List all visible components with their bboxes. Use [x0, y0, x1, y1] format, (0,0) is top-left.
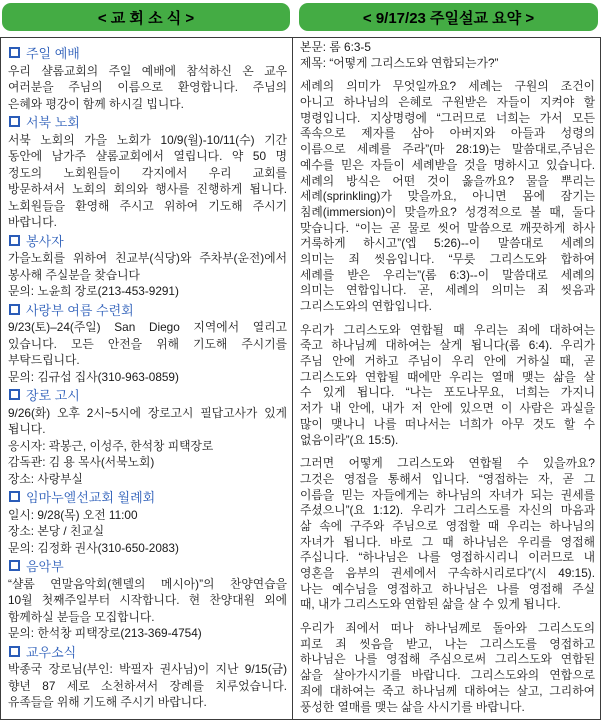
news-text-line: 응시자: 곽봉근, 이성주, 한석창 피택장로	[8, 438, 214, 453]
news-text-line: 9/23(토)–24(주일) San Diego 지역에서 열리고	[8, 320, 287, 334]
sermon-text-line: 그리스도와 연합될 때에만 우리는 열매 맺는 삶을 살	[300, 369, 595, 384]
news-heading-title: 서북 노회	[26, 115, 80, 131]
church-news-banner-title: < 교 회 소 식 >	[97, 9, 195, 27]
sermon-text-line: 족속으로 제자를 삼아 아버지와 아들과 성령의	[300, 126, 595, 141]
sermon-text-line: 세례(sprinkling)가 맞을까요, 아니면 몸에 잠기는	[300, 189, 595, 204]
news-heading-title: 교우소식	[26, 644, 77, 660]
news-text-line: 우리 샬롬교회의 주일 예배에 참석하신 온 교우	[8, 63, 287, 78]
news-contact-line: 문의: 한석창 피택장로(213-369-4754)	[8, 626, 202, 640]
sermon-text-line: 의미는 연합입니다. 곧, 세례의 의미는 죄 씻음과	[300, 283, 595, 298]
sermon-text-line: 의미는 죄 씻음입니다. “무릇 그리스도와 합하여	[300, 251, 595, 266]
sermon-text-line: 침례(immersion)이 맞을까요? 성경적으로 볼 때, 둘다	[300, 204, 595, 219]
news-text-line: 정도의 노회원들이 각지에서 우리 교회를	[8, 165, 287, 180]
sermon-text-line: 풍성한 열매를 맺는 삶을 사시기를 바랍니다.	[300, 699, 525, 714]
news-heading-title: 장로 고시	[26, 388, 80, 404]
news-text-line: 은혜와 평강이 함께 하시길 빕니다.	[8, 96, 184, 111]
sermon-text-line: 많이 맺나니 나를 떠나서는 너희가 아무 것도 할 수	[300, 416, 595, 431]
news-text-line: 함께하실 분들을 모집합니다.	[8, 609, 155, 624]
news-heading	[8, 43, 287, 63]
sermon-text-line: 맞습니다. “이는 곧 물로 씻어 말씀으로 깨끗하게 하사	[300, 220, 595, 235]
news-heading-title: 사랑부 여름 수련회	[26, 302, 134, 318]
news-text-line: 가을노회를 위하여 친교부(식당)와 주차부(운전)에서	[8, 251, 287, 265]
sermon-text-line: 그것은 영접을 통해서 입니다. “영접하는 자, 곧 그	[300, 471, 595, 486]
news-text-line: 향년 87 세로 소천하셔서 장례를 치루었습니다.	[8, 678, 287, 693]
sermon-title: 제목: “어떻게 그리스도와 연합되는가?”	[300, 55, 499, 70]
news-section-elder-exam	[8, 385, 287, 487]
sermon-text-line: 없음이라”(요 15:5).	[300, 432, 399, 447]
news-text-line: 서북 노회의 가을 노회가 10/9(월)-10/11(수) 기간	[8, 132, 287, 147]
news-heading-title: 봉사자	[26, 233, 64, 249]
sermon-text-line: 우리가 그리스도와 연합될 때 우리는 죄에 대하여는	[300, 322, 595, 337]
sermon-text-line: 그리스도와의 연합입니다.	[300, 299, 432, 313]
news-text-line: 여러분을 주님의 이름으로 환영합니다. 주님의	[8, 80, 287, 94]
sermon-text-line: 삶 속에 구주와 주님으로 영접할 때 우리는 하나님의	[300, 518, 595, 533]
sermon-summary-banner-title: < 9/17/23 주일설교 요약 >	[362, 9, 535, 27]
sermon-text-line: 주십니다. “하나님은 나를 영접하시리니 이러므로 내	[300, 550, 595, 565]
sermon-text-line: 영혼을 음부의 권세에서 구속하시리로다”(시 49:15).	[300, 566, 595, 580]
sermon-summary-banner	[299, 3, 598, 31]
news-heading-title: 주일 예배	[26, 46, 80, 62]
sermon-passage: 본문: 롬 6:3-5	[300, 40, 371, 54]
news-section-sunday-worship	[8, 43, 287, 112]
sermon-text-line: 나는 예수님을 영접하고 하나님은 나를 영접해 주실	[300, 581, 595, 596]
news-section-music	[8, 556, 287, 642]
sermon-paragraph	[300, 79, 595, 314]
sermon-text-line: 거룩하게 하시고”(엡 5:26)--이 말씀대로 세례의	[300, 236, 595, 251]
news-heading-title: 임마누엘선교회 월례회	[26, 490, 156, 506]
news-text-line: “샬롬 연말음악회(헨델의 메시아)”의 찬양연습을	[8, 576, 287, 591]
square-bullet-icon	[9, 491, 20, 502]
square-bullet-icon	[9, 560, 20, 571]
square-bullet-icon	[9, 389, 20, 400]
sermon-text-line: 때, 내가 그리스도와 연합된 삶을 살 수 있게 됩니다.	[300, 597, 561, 612]
sermon-paragraph	[300, 323, 595, 449]
news-text-line: 봉사해 주실분을 찾습니다	[8, 267, 140, 282]
news-heading-title: 음악부	[26, 559, 64, 575]
sermon-text-line: 그러면 어떻게 그리스도와 연합될 수 있을까요?	[300, 456, 595, 471]
news-heading	[8, 385, 287, 405]
square-bullet-icon	[9, 646, 20, 657]
news-heading	[8, 300, 287, 320]
news-heading	[8, 487, 287, 507]
sermon-text-line: 이름으로 세례를 주라”(마 28:19)는 말씀대로,주님은	[300, 142, 595, 157]
church-news-column	[1, 38, 293, 719]
news-text-line: 10월 첫째주일부터 시작합니다. 현 찬양대원 외에	[8, 593, 287, 607]
news-section-presbytery	[8, 112, 287, 231]
sermon-text-line: 주님 안에 거하고 주님이 우리 안에 거하실 때, 곧	[300, 354, 595, 369]
sermon-text-line: 죄에 대하여는 죽고 하나님께 대하여는 살고, 그리하여	[300, 683, 595, 698]
news-text-line: 박종국 장로님(부인: 박필자 권사님)이 지난 9/15(금)	[8, 662, 287, 676]
news-heading	[8, 231, 287, 251]
news-section-member-news	[8, 642, 287, 711]
news-heading	[8, 112, 287, 132]
sermon-text-line: 죽고 하나님께 대하여는 살게 됩니다(롬 6:4). 우리가	[300, 338, 595, 353]
square-bullet-icon	[9, 47, 20, 58]
sermon-text-line: 수 있게 됩니다. “나는 포도나무요, 너희는 가지니	[300, 385, 595, 400]
sermon-text-line: 주셨으니”(요 1:12). 우리가 그리스도를 자신의 마음과	[300, 503, 595, 518]
news-text-line: 감독관: 김 용 목사(서북노회)	[8, 455, 155, 469]
news-text-line: 유족들을 위해 기도해 주시기 바랍니다.	[8, 695, 207, 709]
sermon-text-line: 하나님은 나를 영접해 주심으로써 그리스도와 연합된	[300, 652, 595, 667]
sermon-text-line: 아니고 하나님의 은혜로 구원받은 자들이 지켜야 할	[300, 95, 595, 110]
square-bullet-icon	[9, 116, 20, 127]
news-contact-line: 문의: 김규섭 집사(310-963-0859)	[8, 369, 179, 384]
sermon-text-line: 피로 죄 씻음을 받고, 나는 그리스도를 영접하고	[300, 636, 595, 651]
sermon-text-line: 자녀가 됩니다. 바로 그 때 하나님은 우리를 영접해	[300, 534, 595, 549]
news-text-line: 부탁드립니다.	[8, 353, 80, 367]
sermon-text-line: 예수를 믿은 자들이 세례받을 것을 명하시고 있습니다.	[300, 157, 595, 172]
sermon-text-line: 세례의 의미가 무엇일까요? 세례는 구원의 조건이	[300, 79, 595, 94]
sermon-text-line: 세례의 방식은 어떤 것이 옳을까요? 물을 뿌리는	[300, 173, 595, 188]
news-text-line: 일시: 9/28(목) 오전 11:00	[8, 507, 138, 522]
news-text-line: 장소: 사랑부실	[8, 471, 83, 486]
news-text-line: 장소: 본당 / 친교실	[8, 524, 105, 538]
sermon-text-line: 우리가 죄에서 떠나 하나님께로 돌아와 그리스도의	[300, 621, 595, 636]
content-frame	[0, 37, 601, 720]
news-text-line: 9/26(화) 오후 2시~5시에 장로고시 필답고사가 있게	[8, 405, 287, 420]
news-text-line: 방문하셔서 노회의 회의와 행사를 진행하게 됩니다.	[8, 182, 287, 196]
news-text-line: 바랍니다.	[8, 215, 57, 229]
news-section-immanuel-mission	[8, 487, 287, 556]
news-text-line: 됩니다.	[8, 422, 46, 436]
sermon-text-line: 저가 내 안에, 내가 저 안에 있으면 이 사람은 과실을	[300, 401, 595, 416]
news-heading	[8, 642, 287, 662]
sermon-text-line: 삶을 살아가시기를 바랍니다. 그리스도와의 연합으로	[300, 668, 595, 683]
news-text-line: 동안에 남가주 샬롬교회에서 열립니다. 약 50 명	[8, 149, 287, 163]
church-news-banner	[2, 3, 290, 31]
news-text-line: 있습니다. 모든 안전을 위해 기도해 주시기를	[8, 336, 287, 351]
sermon-text-line: 명령입니다. 지상명령에 “그러므로 너희는 가서 모든	[300, 110, 595, 125]
news-contact-line: 문의: 노윤희 장로(213-453-9291)	[8, 284, 179, 298]
square-bullet-icon	[9, 304, 20, 315]
news-contact-line: 문의: 김정화 권사(310-650-2083)	[8, 540, 179, 555]
news-heading	[8, 556, 287, 576]
square-bullet-icon	[9, 235, 20, 246]
news-section-summer-retreat	[8, 300, 287, 386]
sermon-summary-column	[293, 38, 600, 719]
news-section-volunteers	[8, 231, 287, 300]
sermon-text-line: 세례를 받은 우리는”(롬 6:3)--이 말씀대로 세례의	[300, 267, 595, 282]
sermon-paragraph	[300, 456, 595, 613]
news-text-line: 노회원들을 환영해 주시고 위하여 기도해 주시기	[8, 198, 287, 213]
sermon-paragraph	[300, 621, 595, 715]
sermon-text-line: 이름을 믿는 자들에게는 하나님의 자녀가 되는 권세를	[300, 487, 595, 502]
